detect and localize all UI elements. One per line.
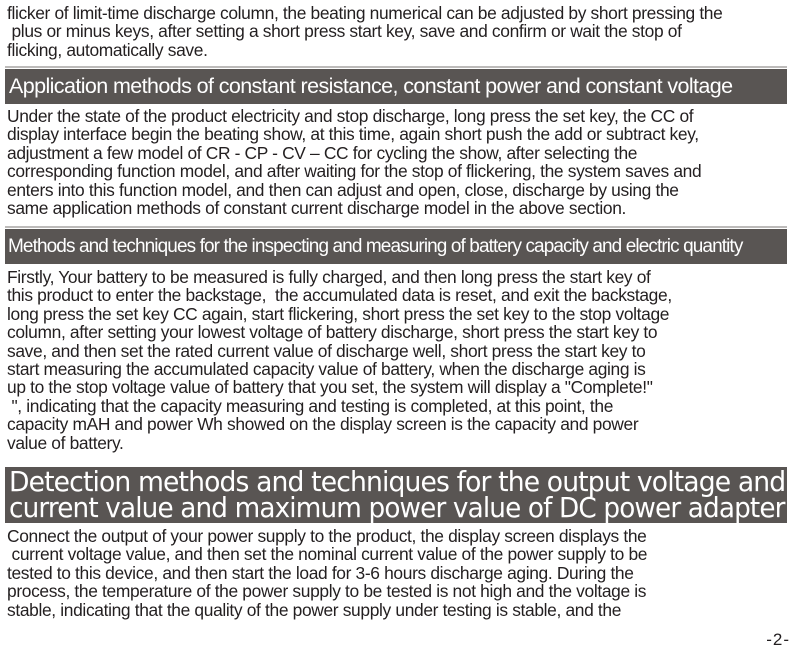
text-line xyxy=(7,144,797,162)
text-line-content: value of battery. xyxy=(7,432,124,453)
text-line-content: this product to enter the backstage, the accumulated data is reset, and exit the backstage, xyxy=(7,285,672,306)
text-line xyxy=(7,305,797,323)
text-line xyxy=(7,125,797,143)
section-heading-battery-capacity xyxy=(5,229,787,264)
text-line-content: stable, indicating that the quality of the power supply under testing is stable, and the xyxy=(7,599,622,620)
text-line xyxy=(7,601,797,619)
text-line-content: column, after setting your lowest voltage of battery discharge, short press the start key to xyxy=(7,322,658,343)
divider xyxy=(5,66,787,68)
text-line xyxy=(7,582,797,600)
text-line xyxy=(7,434,797,452)
heading-text: Application methods of constant resistance, constant power and constant voltage xyxy=(9,74,733,98)
text-line xyxy=(7,268,797,286)
text-line-content: Connect the output of your power supply to the product, the display screen displays the xyxy=(7,526,647,546)
text-line-content: same application methods of constant current discharge model in the above section. xyxy=(7,198,626,219)
text-line-content: start measuring the accumulated capacity value of battery, when the discharge aging is xyxy=(7,359,646,380)
text-line xyxy=(7,378,797,396)
text-line-content: capacity mAH and power Wh showed on the display screen is the capacity and power xyxy=(7,414,639,435)
text-line-content: plus or minus keys, after setting a short press start key, save and confirm or wait the stop of xyxy=(7,21,682,42)
text-line xyxy=(7,41,797,59)
text-line xyxy=(7,4,797,22)
intro-paragraph xyxy=(7,4,797,59)
text-line-content: Firstly, Your battery to be measured is fully charged, and then long press the start key of xyxy=(7,267,651,287)
text-line xyxy=(7,564,797,582)
text-line-content: flicker of limit-time discharge column, the beating numerical can be adjusted by short pressing the xyxy=(7,3,723,23)
text-line xyxy=(7,527,797,545)
section-body-constant-modes xyxy=(7,107,797,217)
text-line xyxy=(7,181,797,199)
text-line-content: current voltage value, and then set the nominal current value of the power supply to be xyxy=(7,544,648,565)
page-number: -2- xyxy=(766,630,790,649)
text-line-content: process, the temperature of the power supply to be tested is not high and the voltage is xyxy=(7,581,647,602)
text-line-content: Under the state of the product electricity and stop discharge, long press the set key, the CC of xyxy=(7,106,694,126)
text-line-content: long press the set key CC again, start flickering, short press the set key to the stop voltage xyxy=(7,303,670,324)
text-line xyxy=(7,107,797,125)
section-heading-dc-adapter xyxy=(5,467,787,523)
text-line xyxy=(7,360,797,378)
heading-text-line: Detection methods and techniques for the output voltage and xyxy=(9,467,786,498)
heading-text-line: current value and maximum power value of DC power adapter xyxy=(9,492,785,523)
text-line xyxy=(7,199,797,217)
text-line xyxy=(7,397,797,415)
section-heading-constant-modes xyxy=(5,69,787,104)
text-line-content: enters into this function model, and then can adjust and open, close, discharge by using the xyxy=(7,179,679,200)
text-line xyxy=(7,323,797,341)
section-body-dc-adapter xyxy=(7,527,797,619)
heading-text: Methods and techniques for the inspecting and measuring of battery capacity and electric quantity xyxy=(8,236,743,257)
text-line xyxy=(7,415,797,433)
text-line-content: tested to this device, and then start the load for 3-6 hours discharge aging. During the xyxy=(7,562,634,583)
text-line xyxy=(7,545,797,563)
text-line-content: up to the stop voltage value of battery that you set, the system will display a "Complete!" xyxy=(7,377,653,398)
text-line-content: flicking, automatically save. xyxy=(7,39,208,60)
text-line xyxy=(7,286,797,304)
text-line-content: display interface begin the beating show, at this time, again short push the add or subtract key, xyxy=(7,124,699,145)
text-line xyxy=(7,342,797,360)
text-line xyxy=(7,162,797,180)
divider xyxy=(5,226,787,228)
text-line xyxy=(7,22,797,40)
text-line-content: ", indicating that the capacity measuring and testing is completed, at this point, the xyxy=(7,395,614,416)
section-body-battery-capacity xyxy=(7,268,797,452)
text-line-content: corresponding function model, and after waiting for the stop of flickering, the system saves and xyxy=(7,161,702,182)
text-line-content: adjustment a few model of CR - CP - CV – CC for cycling the show, after selecting the xyxy=(7,142,638,163)
text-line-content: save, and then set the rated current value of discharge well, short press the start key to xyxy=(7,340,646,361)
